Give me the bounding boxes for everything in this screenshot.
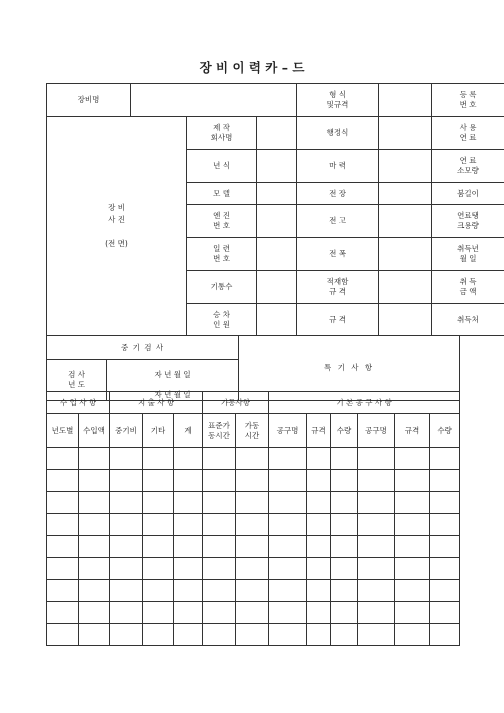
table-cell[interactable] xyxy=(331,580,358,602)
history-table xyxy=(46,391,460,646)
col-year: 년도별 xyxy=(47,414,79,448)
table-cell[interactable] xyxy=(269,448,307,470)
table-cell[interactable] xyxy=(110,558,143,580)
year-type-value[interactable] xyxy=(257,150,297,183)
table-cell[interactable] xyxy=(307,558,331,580)
table-row xyxy=(47,470,460,492)
table-cell[interactable] xyxy=(331,602,358,624)
horsepower-label: 마 력 xyxy=(297,150,379,183)
height-value[interactable] xyxy=(379,205,432,238)
table-cell[interactable] xyxy=(47,448,79,470)
table-cell[interactable] xyxy=(203,580,236,602)
table-cell[interactable] xyxy=(47,602,79,624)
height-label: 전 고 xyxy=(297,205,379,238)
manufacturer-value[interactable] xyxy=(257,117,297,150)
table-cell[interactable] xyxy=(358,602,395,624)
table-row xyxy=(47,558,460,580)
table-cell[interactable] xyxy=(307,470,331,492)
year-type-label: 년 식 xyxy=(187,150,257,183)
table-cell[interactable] xyxy=(47,580,79,602)
spec-label: 규 격 xyxy=(297,304,379,336)
width-value[interactable] xyxy=(379,238,432,271)
table-cell[interactable] xyxy=(331,514,358,536)
table-cell[interactable] xyxy=(307,580,331,602)
table-cell[interactable] xyxy=(395,602,430,624)
table-cell[interactable] xyxy=(358,514,395,536)
table-cell[interactable] xyxy=(47,536,79,558)
table-cell[interactable] xyxy=(395,492,430,514)
table-cell[interactable] xyxy=(236,580,269,602)
table-cell[interactable] xyxy=(47,558,79,580)
period-from: 자 년 월 일 xyxy=(154,370,191,379)
table-cell[interactable] xyxy=(110,580,143,602)
table-cell[interactable] xyxy=(331,470,358,492)
table-cell[interactable] xyxy=(395,448,430,470)
model-spec-value[interactable] xyxy=(379,84,432,117)
income-group-header: 수 입 사 항 xyxy=(47,392,110,414)
table-cell[interactable] xyxy=(358,470,395,492)
length-label: 전 장 xyxy=(297,183,379,205)
table-cell[interactable] xyxy=(430,602,460,624)
table-cell[interactable] xyxy=(358,448,395,470)
table-cell[interactable] xyxy=(307,536,331,558)
fuel-consumption-label: 연 료 소모량 xyxy=(432,150,504,183)
table-cell[interactable] xyxy=(395,514,430,536)
model-spec-label: 형 식 및규격 xyxy=(297,84,379,117)
table-cell[interactable] xyxy=(269,602,307,624)
cylinders-label: 기통수 xyxy=(187,271,257,304)
table-cell[interactable] xyxy=(47,624,79,646)
table-cell[interactable] xyxy=(79,602,110,624)
table-cell[interactable] xyxy=(430,470,460,492)
table-cell[interactable] xyxy=(203,470,236,492)
passengers-label: 승 차 인 원 xyxy=(187,304,257,336)
length-value[interactable] xyxy=(379,183,432,205)
table-cell[interactable] xyxy=(174,536,203,558)
stroke-label: 행정식 xyxy=(297,117,379,150)
table-cell[interactable] xyxy=(110,492,143,514)
table-cell[interactable] xyxy=(79,492,110,514)
col-equipment-cost: 중기비 xyxy=(110,414,143,448)
column-header-row xyxy=(47,414,460,448)
table-cell[interactable] xyxy=(79,536,110,558)
table-cell[interactable] xyxy=(174,470,203,492)
table-cell[interactable] xyxy=(236,448,269,470)
table-cell[interactable] xyxy=(358,580,395,602)
serial-no-label: 일 련 번 호 xyxy=(187,238,257,271)
model-label: 모 델 xyxy=(187,183,257,205)
acquired-amount-label: 취 득 금 액 xyxy=(432,271,504,304)
history-rows xyxy=(47,448,460,646)
fuel-type-label: 사 용 연 료 xyxy=(432,117,504,150)
table-cell[interactable] xyxy=(174,448,203,470)
engine-no-value[interactable] xyxy=(257,205,297,238)
table-cell[interactable] xyxy=(110,470,143,492)
table-row xyxy=(47,448,460,470)
table-cell[interactable] xyxy=(236,536,269,558)
photo-area: 장 비 사 진 (전 면) xyxy=(47,117,187,336)
table-cell[interactable] xyxy=(269,580,307,602)
col-operating-hours: 가동 시간 xyxy=(236,414,269,448)
table-cell[interactable] xyxy=(203,492,236,514)
table-cell[interactable] xyxy=(430,580,460,602)
boom-length-label: 붐길이 xyxy=(432,183,504,205)
table-cell[interactable] xyxy=(395,624,430,646)
table-cell[interactable] xyxy=(430,492,460,514)
card-title: 장 비 이 력 카 – 드 xyxy=(199,60,305,75)
table-cell[interactable] xyxy=(236,514,269,536)
table-cell[interactable] xyxy=(79,514,110,536)
col-tool-name-2: 공구명 xyxy=(358,414,395,448)
table-cell[interactable] xyxy=(143,602,174,624)
table-cell[interactable] xyxy=(358,558,395,580)
expense-group-header: 지 출 사 항 xyxy=(110,392,203,414)
table-cell[interactable] xyxy=(307,492,331,514)
table-cell[interactable] xyxy=(269,536,307,558)
table-cell[interactable] xyxy=(358,492,395,514)
tools-group-header: 기 본 공 구 사 항 xyxy=(269,392,460,414)
table-cell[interactable] xyxy=(269,492,307,514)
serial-no-value[interactable] xyxy=(257,238,297,271)
table-cell[interactable] xyxy=(110,602,143,624)
table-cell[interactable] xyxy=(47,492,79,514)
table-cell[interactable] xyxy=(307,514,331,536)
table-cell[interactable] xyxy=(269,470,307,492)
table-cell[interactable] xyxy=(236,624,269,646)
table-row xyxy=(47,602,460,624)
table-cell[interactable] xyxy=(174,624,203,646)
table-row xyxy=(47,536,460,558)
inspection-header: 중 기 검 사 xyxy=(47,336,239,360)
inspection-year-label: 검 사 년 도 xyxy=(47,360,107,401)
table-cell[interactable] xyxy=(174,602,203,624)
table-cell[interactable] xyxy=(430,536,460,558)
spec-value[interactable] xyxy=(379,304,432,336)
acquired-from-label: 취득처 xyxy=(432,304,504,336)
col-tool-qty-2: 수량 xyxy=(430,414,460,448)
load-capacity-value[interactable] xyxy=(379,271,432,304)
fuel-tank-label: 연료탱 크용량 xyxy=(432,205,504,238)
stroke-value[interactable] xyxy=(379,117,432,150)
reg-no-label: 등 록 번 호 xyxy=(432,84,504,117)
table-cell[interactable] xyxy=(143,580,174,602)
table-cell[interactable] xyxy=(110,448,143,470)
table-cell[interactable] xyxy=(203,514,236,536)
table-cell[interactable] xyxy=(143,470,174,492)
table-cell[interactable] xyxy=(269,558,307,580)
table-cell[interactable] xyxy=(331,624,358,646)
col-total: 계 xyxy=(174,414,203,448)
remarks-label: 특 기 사 항 xyxy=(239,336,460,401)
table-cell[interactable] xyxy=(110,514,143,536)
table-cell[interactable] xyxy=(395,470,430,492)
table-cell[interactable] xyxy=(203,536,236,558)
table-cell[interactable] xyxy=(395,536,430,558)
table-cell[interactable] xyxy=(79,558,110,580)
operation-group-header: 가동사항 xyxy=(203,392,269,414)
table-cell[interactable] xyxy=(47,514,79,536)
table-cell[interactable] xyxy=(269,514,307,536)
table-cell[interactable] xyxy=(203,624,236,646)
table-cell[interactable] xyxy=(307,602,331,624)
col-standard-hours: 표준가 동시간 xyxy=(203,414,236,448)
model-value[interactable] xyxy=(257,183,297,205)
table-row xyxy=(47,514,460,536)
equipment-name-label: 장비명 xyxy=(47,84,131,117)
table-cell[interactable] xyxy=(358,624,395,646)
table-cell[interactable] xyxy=(143,514,174,536)
table-cell[interactable] xyxy=(143,448,174,470)
table-cell[interactable] xyxy=(331,536,358,558)
table-row xyxy=(47,580,460,602)
table-cell[interactable] xyxy=(269,624,307,646)
manufacturer-label: 제 작 회사명 xyxy=(187,117,257,150)
acquired-date-label: 취득년 월 일 xyxy=(432,238,504,271)
table-cell[interactable] xyxy=(143,558,174,580)
table-cell[interactable] xyxy=(174,580,203,602)
table-cell[interactable] xyxy=(395,558,430,580)
col-income: 수입액 xyxy=(79,414,110,448)
table-cell[interactable] xyxy=(79,624,110,646)
table-cell[interactable] xyxy=(430,514,460,536)
table-cell[interactable] xyxy=(236,492,269,514)
table-cell[interactable] xyxy=(236,558,269,580)
table-row xyxy=(47,624,460,646)
table-cell[interactable] xyxy=(395,580,430,602)
table-cell[interactable] xyxy=(79,580,110,602)
load-capacity-label: 적재함 규 격 xyxy=(297,271,379,304)
width-label: 전 폭 xyxy=(297,238,379,271)
engine-no-label: 엔 진 번 호 xyxy=(187,205,257,238)
passengers-value[interactable] xyxy=(257,304,297,336)
table-cell[interactable] xyxy=(203,602,236,624)
horsepower-value[interactable] xyxy=(379,150,432,183)
table-cell[interactable] xyxy=(331,492,358,514)
table-cell[interactable] xyxy=(174,492,203,514)
equipment-info-table xyxy=(46,83,504,336)
equipment-name-value[interactable] xyxy=(131,84,297,117)
table-cell[interactable] xyxy=(430,448,460,470)
table-cell[interactable] xyxy=(307,624,331,646)
table-cell[interactable] xyxy=(331,558,358,580)
col-tool-qty: 수량 xyxy=(331,414,358,448)
table-cell[interactable] xyxy=(143,624,174,646)
table-row xyxy=(47,492,460,514)
table-cell[interactable] xyxy=(47,470,79,492)
table-cell[interactable] xyxy=(203,558,236,580)
table-cell[interactable] xyxy=(430,558,460,580)
table-cell[interactable] xyxy=(331,448,358,470)
table-cell[interactable] xyxy=(110,624,143,646)
col-tool-name: 공구명 xyxy=(269,414,307,448)
table-cell[interactable] xyxy=(236,602,269,624)
table-cell[interactable] xyxy=(174,514,203,536)
table-cell[interactable] xyxy=(143,536,174,558)
table-cell[interactable] xyxy=(174,558,203,580)
table-cell[interactable] xyxy=(307,448,331,470)
table-cell[interactable] xyxy=(430,624,460,646)
table-cell[interactable] xyxy=(143,492,174,514)
table-cell[interactable] xyxy=(110,536,143,558)
col-other: 기타 xyxy=(143,414,174,448)
period-to: 자 년 월 일 xyxy=(154,390,191,399)
table-cell[interactable] xyxy=(203,448,236,470)
table-cell[interactable] xyxy=(79,470,110,492)
table-cell[interactable] xyxy=(236,470,269,492)
col-tool-spec-2: 규격 xyxy=(395,414,430,448)
cylinders-value[interactable] xyxy=(257,271,297,304)
table-cell[interactable] xyxy=(79,448,110,470)
col-tool-spec: 규격 xyxy=(307,414,331,448)
table-cell[interactable] xyxy=(358,536,395,558)
